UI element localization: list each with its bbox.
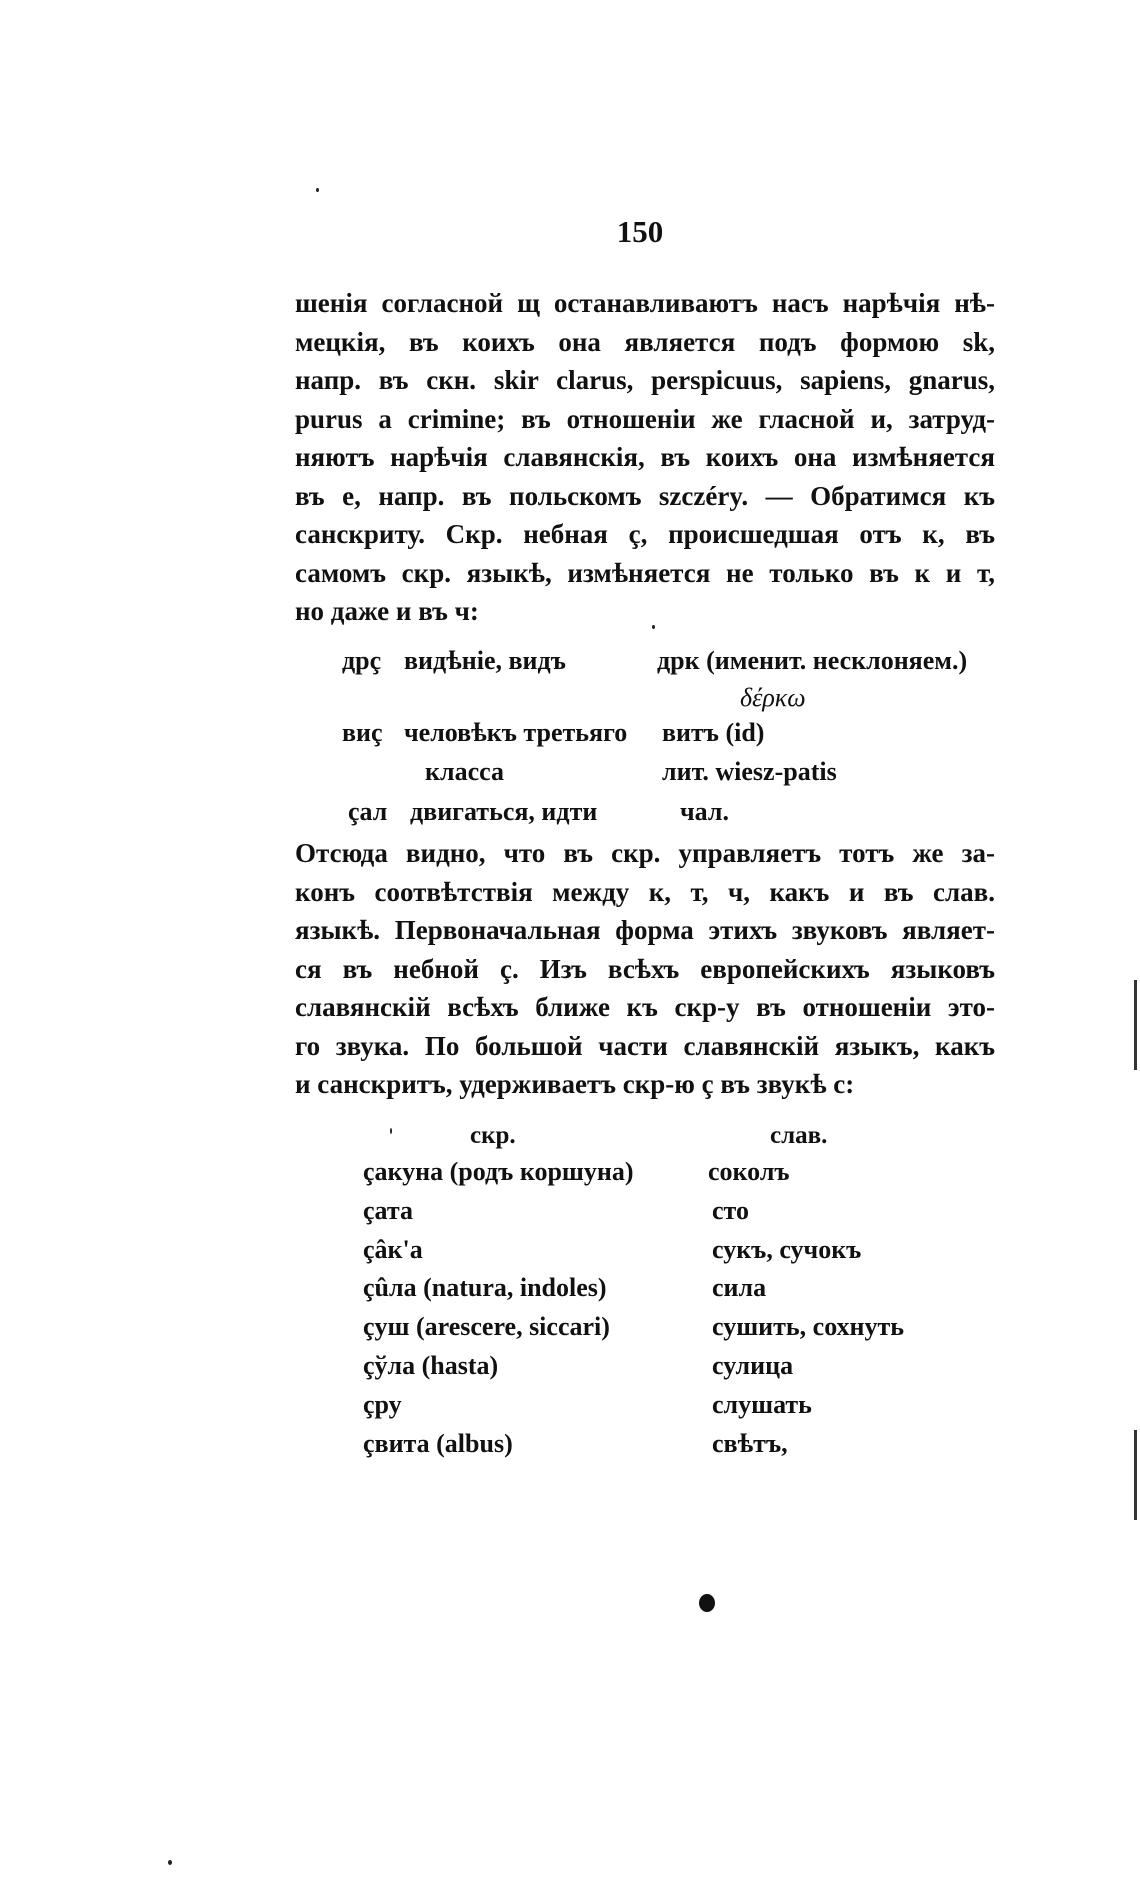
- table-cell-sanskrit: çата: [363, 1196, 413, 1225]
- table-cell-sanskrit: çûла (natura, indoles): [363, 1273, 607, 1302]
- table-cell-sanskrit: çўла (hasta): [363, 1351, 499, 1380]
- text-line: го звука. По большой части славянскій языкъ, какъ: [295, 1030, 995, 1061]
- text-line: Отсюда видно, что въ скр. управляетъ тотъ же за-: [295, 838, 995, 868]
- scan-speck: [652, 625, 655, 629]
- scan-speck: [168, 1860, 172, 1865]
- example-meaning: двигаться, идти: [410, 797, 598, 826]
- example-word: çал: [348, 797, 388, 826]
- text-line: но даже и въ ч:: [295, 596, 479, 626]
- table-cell-sanskrit: çуш (arescere, siccari): [363, 1312, 610, 1341]
- table-cell-slavic: сукъ, сучокъ: [712, 1235, 862, 1264]
- ink-blot: [699, 1594, 715, 1612]
- example-word: виç: [342, 718, 383, 747]
- text-line: няютъ нарѣчія славянскія, въ коихъ она измѣняется: [295, 442, 995, 472]
- example-meaning: класса: [425, 757, 504, 786]
- page-edge-mark: [1134, 980, 1137, 1070]
- table-cell-slavic: соколъ: [708, 1157, 790, 1186]
- table-cell-slavic: сила: [712, 1273, 767, 1302]
- scan-speck: [316, 188, 319, 192]
- text-line: въ е, напр. въ польскомъ szczéry. — Обратимся къ: [295, 480, 995, 511]
- text-line: конъ соотвѣтствія между к, т, ч, какъ и въ слав.: [295, 876, 995, 907]
- table-cell-sanskrit: çвита (albus): [363, 1429, 513, 1458]
- example-meaning: видѣніе, видъ: [404, 646, 566, 675]
- text-line: напр. въ скн. skir clarus, perspicuus, sapiens, gnarus,: [295, 365, 995, 395]
- table-cell-slavic: сто: [712, 1196, 749, 1225]
- table-cell-sanskrit: çâк'a: [363, 1235, 423, 1264]
- example-word: дрç: [342, 646, 382, 675]
- column-header-sanskrit: скр.: [470, 1122, 516, 1149]
- text-line: и санскритъ, удерживаетъ скр-ю ç въ звукѣ с:: [295, 1069, 855, 1099]
- table-cell-slavic: слушать: [712, 1390, 812, 1419]
- text-line: ся въ небной ç. Изъ всѣхъ европейскихъ языковъ: [295, 953, 995, 984]
- page-number: 150: [616, 214, 664, 249]
- table-cell-slavic: сушить, сохнуть: [712, 1312, 905, 1341]
- example-derived: лит. wiesz-patis: [662, 757, 837, 786]
- scan-speck: [390, 1128, 392, 1134]
- paragraph-2: [295, 834, 995, 1104]
- example-derived: дрк (именит. несклоняем.): [657, 646, 968, 675]
- page-edge-mark: [1134, 1430, 1137, 1520]
- text-line: санскриту. Скр. небная ç, происшедшая отъ к, въ: [295, 519, 995, 549]
- greek-word: δέρκω: [740, 683, 806, 712]
- paragraph-1: [295, 284, 995, 631]
- example-derived: витъ (id): [662, 718, 765, 747]
- text-line: шенія согласной щ останавливаютъ насъ нарѣчія нѣ-: [295, 288, 995, 318]
- text-line: славянскій всѣхъ ближе къ скр-у въ отношеніи это-: [295, 992, 995, 1022]
- table-cell-slavic: сулица: [712, 1351, 794, 1380]
- text-line: мецкія, въ коихъ она является подъ формою sk,: [295, 326, 995, 357]
- example-derived: чал.: [680, 797, 729, 826]
- text-line: языкѣ. Первоначальная форма этихъ звуковъ являет-: [295, 915, 995, 945]
- table-cell-sanskrit: çакуна (родъ коршуна): [363, 1157, 634, 1186]
- table-cell-sanskrit: çру: [363, 1390, 402, 1419]
- example-meaning: человѣкъ третьяго: [404, 718, 628, 747]
- column-header-slavic: слав.: [770, 1122, 828, 1149]
- text-line: purus a crimine; въ отношеніи же гласной и, затруд-: [295, 403, 995, 434]
- table-cell-slavic: свѣтъ,: [712, 1429, 788, 1458]
- text-line: самомъ скр. языкѣ, измѣняется не только въ к и т,: [295, 557, 995, 588]
